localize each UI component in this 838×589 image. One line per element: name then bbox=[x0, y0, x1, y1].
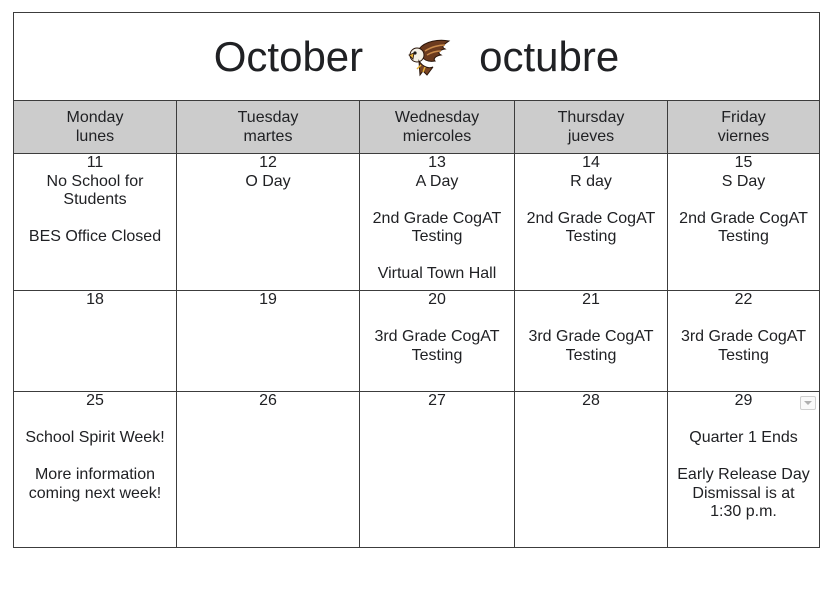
day-cell[interactable] bbox=[14, 392, 177, 548]
weekday-english: Thursday bbox=[557, 109, 625, 126]
day-number: 21 bbox=[582, 291, 600, 308]
hawk-icon bbox=[405, 37, 451, 77]
event-text bbox=[668, 411, 819, 430]
event-text: O Day bbox=[245, 172, 291, 190]
day-cell[interactable] bbox=[515, 291, 668, 392]
week-row bbox=[14, 154, 820, 291]
event-text: Testing bbox=[565, 228, 617, 245]
weekday-spanish: martes bbox=[243, 128, 293, 145]
weekday-header-row bbox=[14, 101, 820, 154]
month-title-spanish: octubre bbox=[479, 32, 620, 80]
day-number: 18 bbox=[86, 291, 104, 308]
event-text: R day bbox=[570, 172, 612, 190]
weekday-header-tuesday bbox=[177, 101, 360, 154]
event-text: 2nd Grade CogAT bbox=[526, 209, 656, 227]
event-text bbox=[14, 210, 176, 229]
day-number: 11 bbox=[86, 154, 104, 171]
day-cell[interactable] bbox=[360, 154, 515, 291]
event-text: Testing bbox=[411, 228, 463, 245]
event-text: 1:30 p.m. bbox=[710, 503, 777, 520]
event-text: Early Release Day bbox=[677, 466, 810, 483]
weekday-spanish: viernes bbox=[717, 128, 770, 145]
weekday-spanish: jueves bbox=[567, 128, 615, 145]
calendar-title-cell bbox=[14, 13, 820, 101]
event-text: Quarter 1 Ends bbox=[689, 429, 798, 446]
day-number: 15 bbox=[734, 154, 753, 171]
event-text: 3rd Grade CogAT bbox=[528, 328, 654, 345]
event-text: BES Office Closed bbox=[28, 228, 162, 245]
event-text: Virtual Town Hall bbox=[377, 265, 497, 282]
day-cell[interactable] bbox=[668, 291, 820, 392]
event-text: Dismissal is at bbox=[692, 484, 795, 502]
event-text bbox=[14, 411, 176, 430]
day-number: 14 bbox=[582, 154, 600, 171]
day-cell[interactable] bbox=[515, 154, 668, 291]
event-text bbox=[668, 448, 819, 467]
day-cell[interactable] bbox=[360, 291, 515, 392]
day-cell[interactable] bbox=[14, 291, 177, 392]
day-number: 27 bbox=[428, 392, 446, 409]
day-cell[interactable] bbox=[668, 154, 820, 291]
event-text: 3rd Grade CogAT bbox=[680, 328, 807, 345]
weekday-header-thursday bbox=[515, 101, 668, 154]
weekday-english: Monday bbox=[66, 109, 124, 126]
weekday-english: Wednesday bbox=[394, 109, 480, 126]
event-text: Testing bbox=[565, 346, 617, 364]
event-text bbox=[668, 191, 819, 210]
day-number: 19 bbox=[259, 291, 277, 308]
event-text: Testing bbox=[718, 228, 769, 245]
calendar-title bbox=[214, 33, 620, 81]
event-text: Testing bbox=[411, 346, 463, 364]
event-text: A Day bbox=[415, 172, 459, 190]
october-calendar bbox=[13, 12, 820, 548]
event-text: No School for bbox=[46, 172, 144, 190]
day-number: 25 bbox=[86, 392, 104, 409]
event-text bbox=[14, 448, 176, 467]
day-number: 12 bbox=[259, 154, 277, 171]
day-number: 28 bbox=[582, 392, 600, 409]
cell-dropdown-icon[interactable] bbox=[800, 396, 816, 410]
event-text bbox=[360, 247, 514, 266]
event-text: 3rd Grade CogAT bbox=[374, 328, 500, 345]
day-cell[interactable] bbox=[515, 392, 668, 548]
day-cell[interactable] bbox=[14, 154, 177, 291]
week-row bbox=[14, 392, 820, 548]
event-text: coming next week! bbox=[28, 484, 162, 502]
weekday-header-friday bbox=[668, 101, 820, 154]
day-cell[interactable] bbox=[177, 291, 360, 392]
week-row bbox=[14, 291, 820, 392]
day-number: 13 bbox=[428, 154, 446, 171]
day-cell[interactable] bbox=[177, 392, 360, 548]
event-text bbox=[515, 191, 667, 210]
day-cell[interactable] bbox=[360, 392, 515, 548]
event-text bbox=[668, 310, 819, 329]
weekday-english: Tuesday bbox=[237, 109, 299, 126]
day-number: 29 bbox=[734, 392, 753, 409]
event-text: Students bbox=[63, 191, 127, 208]
event-text bbox=[360, 191, 514, 210]
day-cell[interactable] bbox=[668, 392, 820, 548]
event-text bbox=[515, 310, 667, 329]
month-title-english: October bbox=[213, 32, 364, 80]
weekday-spanish: lunes bbox=[75, 128, 115, 145]
event-text bbox=[360, 310, 514, 329]
day-number: 20 bbox=[428, 291, 446, 308]
event-text: Testing bbox=[718, 346, 769, 364]
event-text: More information bbox=[34, 466, 156, 483]
event-text: S Day bbox=[721, 172, 766, 190]
weekday-english: Friday bbox=[721, 109, 766, 126]
day-number: 22 bbox=[734, 291, 753, 308]
weekday-spanish: miercoles bbox=[402, 128, 472, 145]
event-text: 2nd Grade CogAT bbox=[679, 209, 808, 227]
weekday-header-monday bbox=[14, 101, 177, 154]
event-text: School Spirit Week! bbox=[25, 429, 165, 446]
weekday-header-wednesday bbox=[360, 101, 515, 154]
day-number: 26 bbox=[259, 392, 277, 409]
day-cell[interactable] bbox=[177, 154, 360, 291]
event-text: 2nd Grade CogAT bbox=[372, 209, 502, 227]
